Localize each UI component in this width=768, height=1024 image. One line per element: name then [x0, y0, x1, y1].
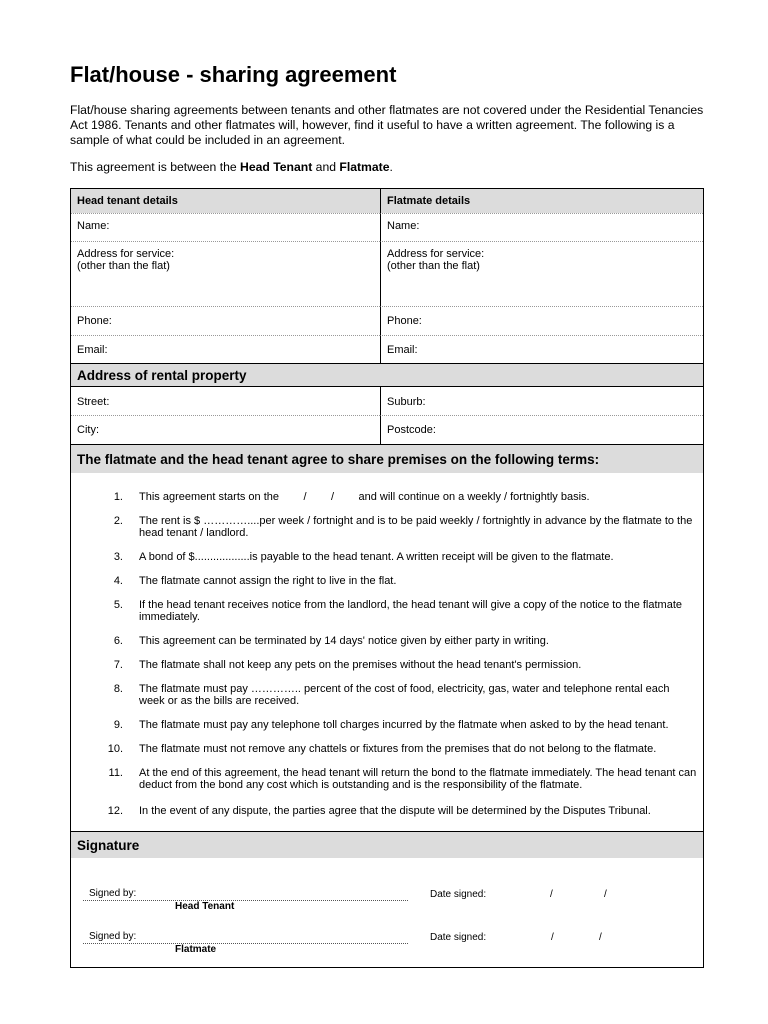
head-tenant-signed-by-label: Signed by:	[89, 888, 137, 899]
term-number: 6.	[113, 635, 123, 647]
between-and: and	[312, 160, 340, 174]
term-text: The flatmate shall not keep any pets on the premises without the head tenant's permission.	[139, 659, 582, 671]
head-tenant-date-label: Date signed:	[430, 889, 487, 900]
flatmate-signature-line[interactable]	[83, 943, 408, 944]
term-text: The flatmate must pay any telephone toll charges incurred by the flatmate when asked to by the head tenant.	[139, 719, 669, 731]
street-row	[71, 386, 703, 415]
head-tenant-name-field[interactable]	[71, 213, 380, 241]
page-title: Flat/house - sharing agreement	[70, 62, 397, 87]
head-tenant-email-field[interactable]	[71, 335, 380, 363]
flatmate-details-heading: Flatmate details	[380, 189, 703, 213]
name-row	[71, 213, 703, 241]
term-text: The flatmate must pay ………….. percent of the cost of food, electricity, gas, water and telephone rental each week or as the bills are received.	[139, 683, 670, 707]
head-tenant-details-heading: Head tenant details	[71, 189, 380, 213]
term-item	[89, 515, 697, 539]
postcode-label: Postcode:	[387, 424, 436, 436]
date-separator: /	[604, 889, 607, 900]
term-item	[89, 767, 697, 791]
term-text: The rent is $ …………....per week / fortnight and is to be paid weekly / fortnightly in advance by the flatmate to the head tenant / landlord.	[139, 515, 693, 539]
terms-heading: The flatmate and the head tenant agree to share premises on the following terms:	[71, 444, 703, 473]
flatmate-phone-label: Phone:	[387, 315, 422, 327]
street-field[interactable]	[71, 386, 380, 415]
flatmate-email-label: Email:	[387, 344, 418, 356]
term-number: 8.	[113, 683, 123, 695]
term-number: 4.	[113, 575, 123, 587]
term-item	[89, 659, 697, 671]
flatmate-address-label: Address for service:	[387, 248, 485, 260]
city-label: City:	[77, 424, 99, 436]
phone-row	[71, 306, 703, 335]
term-number: 3.	[113, 551, 123, 563]
head-tenant-name-label: Name:	[77, 220, 110, 232]
term-number: 12.	[107, 805, 123, 817]
term-text: In the event of any dispute, the parties agree that the dispute will be determined by the Disputes Tribunal.	[139, 805, 651, 817]
signature-heading: Signature	[71, 831, 703, 858]
head-tenant-phone-field[interactable]	[71, 306, 380, 335]
term-item	[89, 491, 697, 503]
term-text: This agreement starts on the / / and will continue on a weekly / fortnightly basis.	[139, 491, 590, 503]
term-item	[89, 599, 697, 623]
term-number: 10.	[107, 743, 123, 755]
party-flatmate: Flatmate	[339, 160, 390, 174]
date-separator: /	[550, 889, 553, 900]
agreement-parties	[70, 160, 393, 175]
term-text: A bond of $..................is payable to the head tenant. A written receipt will be given to the flatmate.	[139, 551, 614, 563]
term-item	[89, 683, 697, 707]
head-tenant-address-label: Address for service:	[77, 248, 175, 260]
suburb-field[interactable]	[380, 386, 703, 415]
term-text: If the head tenant receives notice from the landlord, the head tenant will give a copy of the notice to the flatmate immediately.	[139, 599, 683, 623]
suburb-label: Suburb:	[387, 396, 426, 408]
head-tenant-email-label: Email:	[77, 344, 108, 356]
flatmate-address-note: (other than the flat)	[387, 260, 480, 272]
flatmate-name-label: Name:	[387, 220, 420, 232]
city-field[interactable]	[71, 415, 380, 444]
flatmate-email-field[interactable]	[380, 335, 703, 363]
email-row	[71, 335, 703, 363]
flatmate-name-field[interactable]	[380, 213, 703, 241]
agreement-form	[70, 188, 704, 968]
term-item	[89, 805, 697, 817]
postcode-field[interactable]	[380, 415, 703, 444]
date-separator: /	[551, 932, 554, 943]
term-item	[89, 575, 697, 587]
address-row	[71, 241, 703, 306]
term-number: 7.	[113, 659, 123, 671]
flatmate-phone-field[interactable]	[380, 306, 703, 335]
party-head-tenant: Head Tenant	[240, 160, 313, 174]
term-number: 11.	[108, 767, 123, 779]
flatmate-signed-by-label: Signed by:	[89, 931, 137, 942]
term-number: 5.	[113, 599, 123, 611]
details-header-row	[71, 189, 703, 213]
term-number: 2.	[113, 515, 123, 527]
rental-property-heading: Address of rental property	[71, 363, 703, 386]
flatmate-date-label: Date signed:	[430, 932, 487, 943]
flatmate-address-field[interactable]	[380, 241, 703, 306]
between-prefix: This agreement is between the	[70, 160, 241, 174]
between-period: .	[389, 160, 393, 174]
term-item	[89, 743, 697, 755]
term-text: The flatmate must not remove any chattels or fixtures from the premises that do not belong to the flatmate.	[139, 743, 657, 755]
term-item	[89, 719, 697, 731]
term-item	[89, 551, 697, 563]
city-row	[71, 415, 703, 444]
term-text: This agreement can be terminated by 14 days' notice given by either party in writing.	[139, 635, 549, 647]
head-tenant-address-field[interactable]	[71, 241, 380, 306]
flatmate-signature-caption: Flatmate	[175, 944, 217, 955]
head-tenant-phone-label: Phone:	[77, 315, 112, 327]
term-number: 1.	[113, 491, 123, 503]
head-tenant-signature-line[interactable]	[83, 900, 408, 901]
date-separator: /	[599, 932, 602, 943]
head-tenant-signature-caption: Head Tenant	[175, 901, 235, 912]
term-number: 9.	[113, 719, 123, 731]
term-text: At the end of this agreement, the head tenant will return the bond to the flatmate immediately. The head tenant can deduct from the bond any cost which is outstanding and is the responsibility of the flatmate.	[139, 767, 697, 791]
head-tenant-address-note: (other than the flat)	[77, 260, 170, 272]
street-label: Street:	[77, 396, 110, 408]
term-text: The flatmate cannot assign the right to live in the flat.	[139, 575, 397, 587]
term-item	[89, 635, 697, 647]
intro	[70, 103, 710, 174]
intro-paragraph: Flat/house sharing agreements between tenants and other flatmates are not covered under the Residential Tenancies Act 1986. Tenants and other flatmates will, however, find it useful to have a written agreement. The following is a sample of what could be included in an agreement.	[70, 103, 704, 147]
